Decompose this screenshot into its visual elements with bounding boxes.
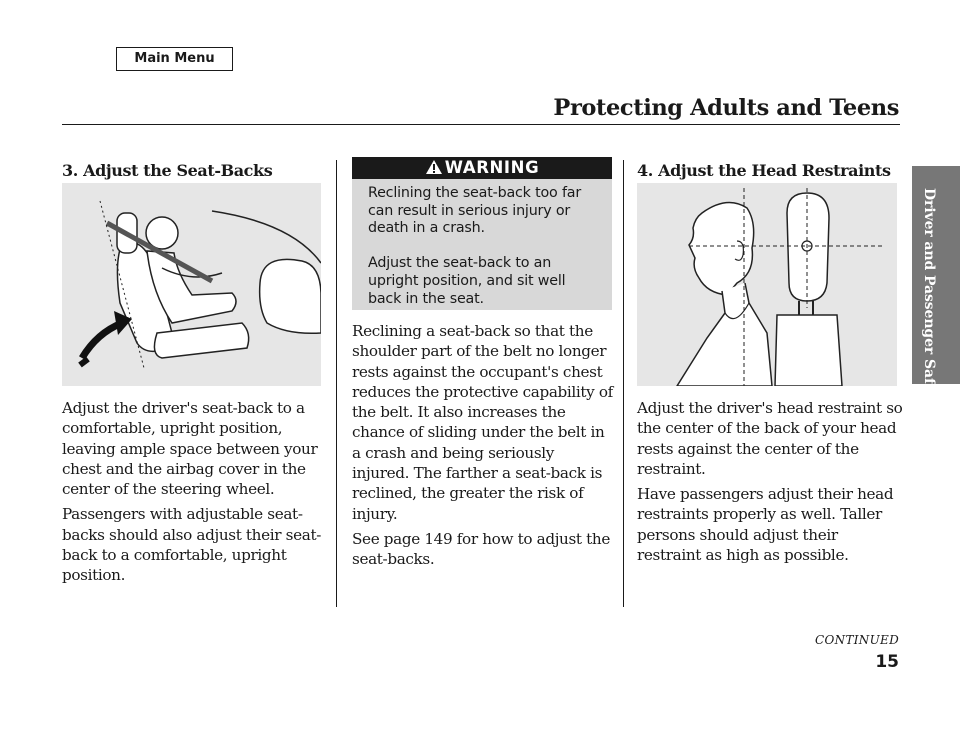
header-divider [62, 124, 900, 125]
continued-label: CONTINUED [815, 633, 899, 647]
warning-header [352, 157, 612, 179]
warning-content [368, 185, 600, 308]
warning-text: Adjust the seat-back to an upright position, and sit well back in the seat. [368, 255, 566, 307]
warning-label: WARNING [444, 158, 540, 177]
head-restraint-illustration-drawing [637, 183, 897, 386]
seat-back-recline-body [352, 321, 614, 570]
paragraph: Reclining a seat-back so that the shoulder part of the belt no longer rests against the occupant's chest reduces the protective capability of the belt. It also increases the chance of sliding under the belt in a crash and being seriously injured. The farther a seat-back is reclined, the greater the risk of injury. [352, 322, 613, 523]
section-heading-head-restraints: 4. Adjust the Head Restraints [637, 161, 891, 180]
paragraph: Adjust the driver's seat-back to a comfortable, upright position, leaving ample space between your chest and the airbag cover in the center of the steering wheel. [62, 399, 318, 499]
head-restraints-body [637, 398, 905, 565]
paragraph: Adjust the driver's head restraint so the center of the back of your head rests against the center of the restraint. [637, 399, 903, 478]
page-number: 15 [875, 652, 899, 672]
section-side-tab-label: Driver and Passenger Safety [921, 188, 937, 408]
column-divider [623, 160, 624, 607]
warning-triangle-icon [425, 159, 443, 175]
page-header-title: Protecting Adults and Teens [553, 95, 899, 121]
column-divider [336, 160, 337, 607]
section-heading-seat-backs: 3. Adjust the Seat-Backs [62, 161, 273, 180]
paragraph: Have passengers adjust their head restraints properly as well. Taller persons should adjust their restraint as high as possible. [637, 485, 894, 565]
head-restraint-illustration [637, 183, 897, 386]
main-menu-button[interactable]: Main Menu [116, 47, 233, 71]
paragraph: See page 149 for how to adjust the seat-backs. [352, 529, 610, 569]
paragraph: Passengers with adjustable seat-backs should also adjust their seat-back to a comfortable, upright position. [62, 505, 321, 585]
seat-backs-body [62, 398, 327, 586]
warning-text: Reclining the seat-back too far can result in serious injury or death in a crash. [368, 185, 582, 237]
seat-back-illustration-drawing [62, 183, 321, 386]
seat-back-adjustment-illustration [62, 183, 321, 386]
